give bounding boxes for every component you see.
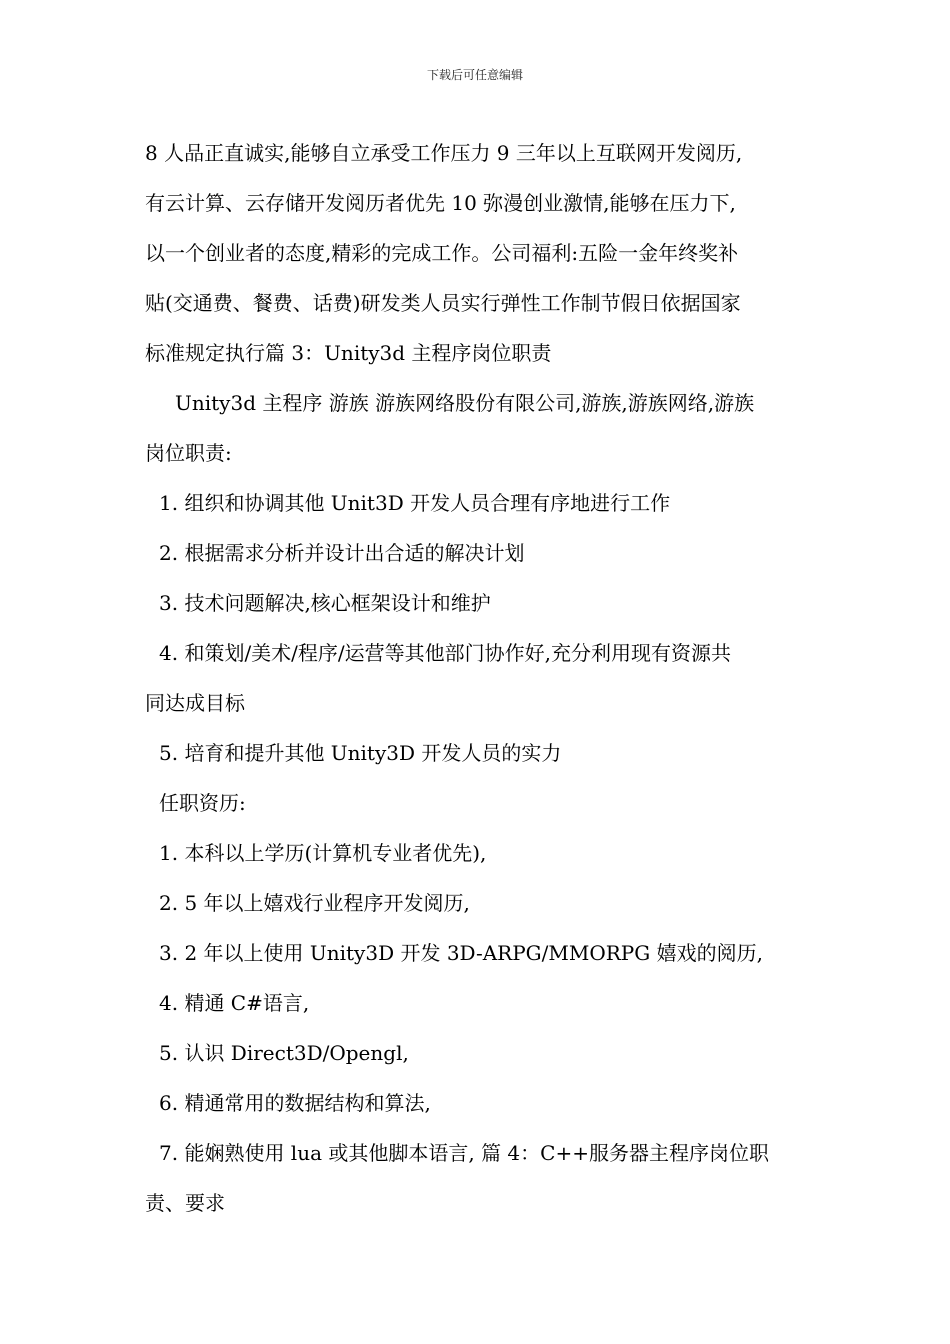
qualification-section (145, 778, 809, 1228)
list-item: 7. 能娴熟使用 lua 或其他脚本语言, 篇 4：C++服务器主程序岗位职 (159, 1141, 769, 1165)
list-item: 5. 认识 Direct3D/Opengl, (159, 1041, 409, 1065)
list-item: 3. 2 年以上使用 Unity3D 开发 3D-ARPG/MMORPG 嬉戏的阅历, (159, 941, 763, 965)
text-line: 标准规定执行篇 3：Unity3d 主程序岗位职责 (145, 341, 552, 365)
text-line: 贴(交通费、餐费、话费)研发类人员实行弹性工作制节假日依据国家 (145, 291, 741, 315)
text-line: Unity3d 主程序 游族 游族网络股份有限公司,游族,游族网络,游族 (175, 391, 755, 415)
list-item: 1. 组织和协调其他 Unit3D 开发人员合理有序地进行工作 (159, 491, 671, 515)
text-line: 以一个创业者的态度,精彩的完成工作。公司福利:五险一金年终奖补 (145, 241, 739, 265)
list-item: 5. 培育和提升其他 Unity3D 开发人员的实力 (159, 741, 562, 765)
list-item: 6. 精通常用的数据结构和算法, (159, 1091, 431, 1115)
list-item: 4. 和策划/美术/程序/运营等其他部门协作好,充分利用现有资源共 (159, 641, 732, 665)
document-body (145, 128, 809, 1228)
paragraph-unity-intro (145, 378, 809, 478)
paragraph-benefits (145, 128, 809, 378)
list-item: 3. 技术问题解决,核心框架设计和维护 (159, 591, 491, 615)
duty-list (145, 478, 809, 778)
section-title: 任职资历: (159, 791, 246, 815)
list-item-continuation: 同达成目标 (145, 691, 245, 715)
page-header-note: 下载后可任意编辑 (426, 68, 523, 82)
text-line: 8 人品正直诚实,能够自立承受工作压力 9 三年以上互联网开发阅历, (145, 141, 743, 165)
list-item: 2. 5 年以上嬉戏行业程序开发阅历, (159, 891, 470, 915)
text-line: 岗位职责: (145, 441, 232, 465)
list-item: 4. 精通 C#语言, (159, 991, 310, 1015)
list-item: 1. 本科以上学历(计算机专业者优先), (159, 841, 487, 865)
list-item: 2. 根据需求分析并设计出合适的解决计划 (159, 541, 525, 565)
list-item-continuation: 责、要求 (145, 1191, 225, 1215)
text-line: 有云计算、云存储开发阅历者优先 10 弥漫创业激情,能够在压力下, (145, 191, 736, 215)
